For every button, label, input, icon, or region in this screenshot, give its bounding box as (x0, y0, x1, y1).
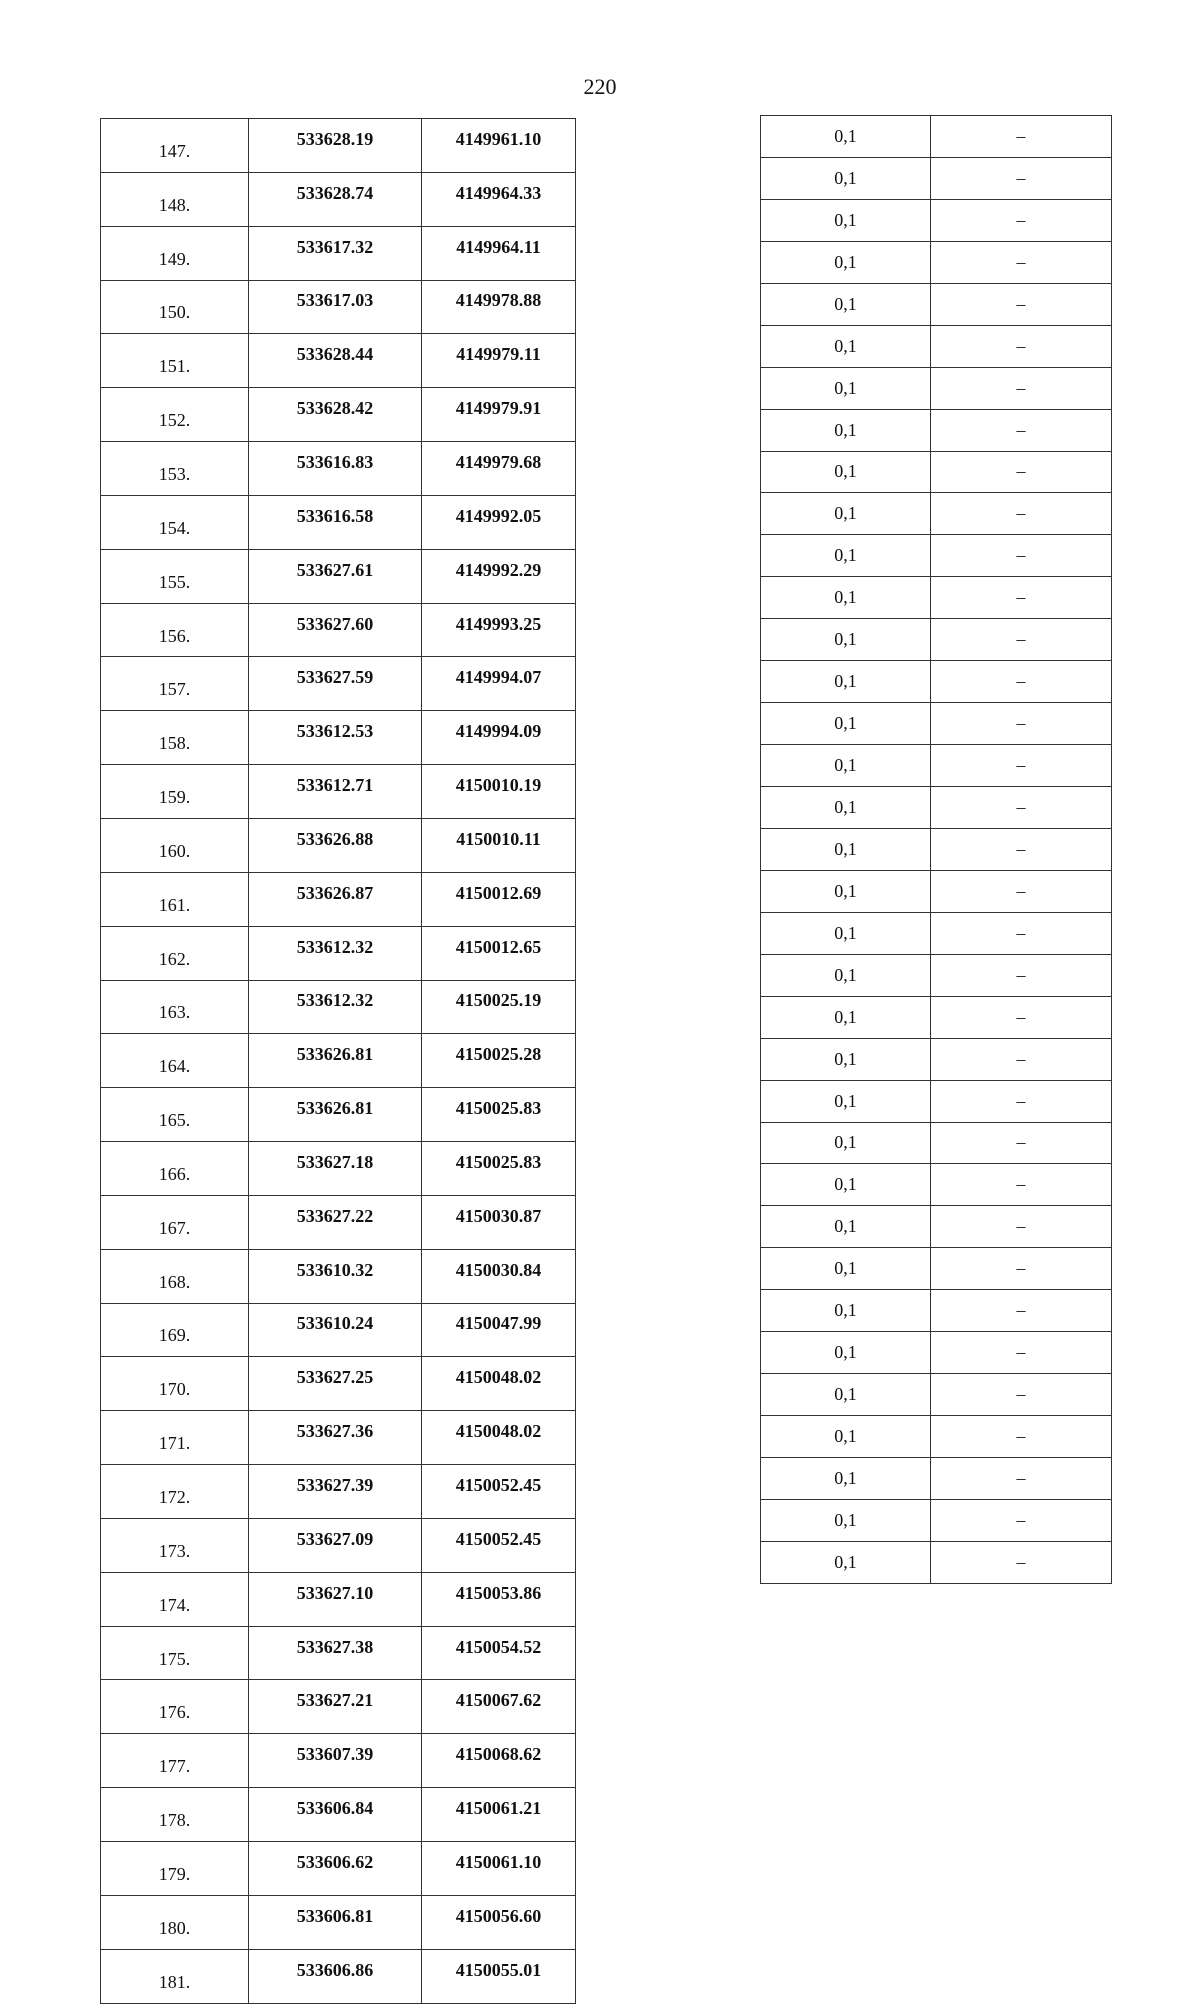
dash-cell: – (931, 1458, 1112, 1500)
accuracy-value-cell: 0,1 (761, 1458, 931, 1500)
table-row (101, 1357, 576, 1411)
dash-cell: – (931, 1374, 1112, 1416)
y-coordinate-cell: 4150012.65 (422, 926, 576, 980)
table-row (101, 1626, 576, 1680)
table-row (101, 226, 576, 280)
accuracy-table (760, 115, 1112, 1584)
accuracy-value-cell: 0,1 (761, 493, 931, 535)
x-coordinate-cell: 533627.09 (249, 1518, 422, 1572)
point-number-cell: 163. (101, 980, 249, 1034)
table-row (761, 1499, 1112, 1541)
dash-cell: – (931, 1248, 1112, 1290)
accuracy-value-cell: 0,1 (761, 1164, 931, 1206)
accuracy-value-cell: 0,1 (761, 1038, 931, 1080)
table-row (101, 1842, 576, 1896)
x-coordinate-cell: 533627.18 (249, 1142, 422, 1196)
y-coordinate-cell: 4149979.11 (422, 334, 576, 388)
accuracy-value-cell: 0,1 (761, 1499, 931, 1541)
x-coordinate-cell: 533627.59 (249, 657, 422, 711)
x-coordinate-cell: 533627.61 (249, 549, 422, 603)
table-row (761, 1164, 1112, 1206)
point-number-cell: 170. (101, 1357, 249, 1411)
table-row (101, 1572, 576, 1626)
dash-cell: – (931, 451, 1112, 493)
coordinates-table-body (101, 119, 576, 2004)
x-coordinate-cell: 533627.22 (249, 1195, 422, 1249)
point-number-cell: 179. (101, 1842, 249, 1896)
table-row (101, 1734, 576, 1788)
point-number-cell: 173. (101, 1518, 249, 1572)
table-row (761, 1416, 1112, 1458)
y-coordinate-cell: 4150025.28 (422, 1034, 576, 1088)
table-row (761, 1038, 1112, 1080)
accuracy-value-cell: 0,1 (761, 745, 931, 787)
dash-cell: – (931, 1541, 1112, 1583)
y-coordinate-cell: 4149978.88 (422, 280, 576, 334)
point-number-cell: 155. (101, 549, 249, 603)
accuracy-value-cell: 0,1 (761, 703, 931, 745)
table-row (761, 787, 1112, 829)
point-number-cell: 157. (101, 657, 249, 711)
dash-cell: – (931, 325, 1112, 367)
table-row (101, 980, 576, 1034)
table-row (101, 926, 576, 980)
table-row (101, 1142, 576, 1196)
table-row (761, 283, 1112, 325)
dash-cell: – (931, 1499, 1112, 1541)
x-coordinate-cell: 533612.32 (249, 926, 422, 980)
table-row (761, 1541, 1112, 1583)
table-row (761, 619, 1112, 661)
table-row (101, 495, 576, 549)
accuracy-value-cell: 0,1 (761, 451, 931, 493)
x-coordinate-cell: 533606.86 (249, 1949, 422, 2003)
point-number-cell: 176. (101, 1680, 249, 1734)
point-number-cell: 147. (101, 119, 249, 173)
table-row (761, 1122, 1112, 1164)
accuracy-value-cell: 0,1 (761, 1541, 931, 1583)
point-number-cell: 153. (101, 442, 249, 496)
y-coordinate-cell: 4150053.86 (422, 1572, 576, 1626)
accuracy-value-cell: 0,1 (761, 1248, 931, 1290)
x-coordinate-cell: 533617.32 (249, 226, 422, 280)
table-row (761, 535, 1112, 577)
table-row (761, 1374, 1112, 1416)
x-coordinate-cell: 533627.36 (249, 1411, 422, 1465)
table-row (101, 1895, 576, 1949)
dash-cell: – (931, 535, 1112, 577)
table-row (101, 1788, 576, 1842)
x-coordinate-cell: 533628.74 (249, 172, 422, 226)
table-row (101, 1949, 576, 2003)
point-number-cell: 151. (101, 334, 249, 388)
table-row (101, 1195, 576, 1249)
table-row (761, 241, 1112, 283)
y-coordinate-cell: 4149992.05 (422, 495, 576, 549)
dash-cell: – (931, 619, 1112, 661)
dash-cell: – (931, 661, 1112, 703)
dash-cell: – (931, 367, 1112, 409)
y-coordinate-cell: 4150048.02 (422, 1357, 576, 1411)
accuracy-value-cell: 0,1 (761, 1332, 931, 1374)
table-row (101, 657, 576, 711)
accuracy-table-body (761, 116, 1112, 1584)
point-number-cell: 167. (101, 1195, 249, 1249)
table-row (761, 1206, 1112, 1248)
accuracy-value-cell: 0,1 (761, 241, 931, 283)
table-row (761, 870, 1112, 912)
table-row (101, 280, 576, 334)
table-row (761, 1458, 1112, 1500)
point-number-cell: 154. (101, 495, 249, 549)
x-coordinate-cell: 533612.53 (249, 711, 422, 765)
y-coordinate-cell: 4150012.69 (422, 872, 576, 926)
x-coordinate-cell: 533616.83 (249, 442, 422, 496)
accuracy-value-cell: 0,1 (761, 912, 931, 954)
accuracy-value-cell: 0,1 (761, 1206, 931, 1248)
y-coordinate-cell: 4150025.83 (422, 1142, 576, 1196)
dash-cell: – (931, 996, 1112, 1038)
y-coordinate-cell: 4149961.10 (422, 119, 576, 173)
point-number-cell: 180. (101, 1895, 249, 1949)
x-coordinate-cell: 533627.39 (249, 1465, 422, 1519)
x-coordinate-cell: 533627.21 (249, 1680, 422, 1734)
dash-cell: – (931, 241, 1112, 283)
point-number-cell: 162. (101, 926, 249, 980)
x-coordinate-cell: 533610.24 (249, 1303, 422, 1357)
accuracy-value-cell: 0,1 (761, 367, 931, 409)
dash-cell: – (931, 199, 1112, 241)
point-number-cell: 166. (101, 1142, 249, 1196)
table-row (101, 172, 576, 226)
dash-cell: – (931, 116, 1112, 158)
x-coordinate-cell: 533627.38 (249, 1626, 422, 1680)
x-coordinate-cell: 533627.25 (249, 1357, 422, 1411)
accuracy-value-cell: 0,1 (761, 116, 931, 158)
dash-cell: – (931, 703, 1112, 745)
table-row (761, 577, 1112, 619)
point-number-cell: 175. (101, 1626, 249, 1680)
dash-cell: – (931, 828, 1112, 870)
dash-cell: – (931, 1290, 1112, 1332)
table-row (101, 1088, 576, 1142)
x-coordinate-cell: 533626.81 (249, 1034, 422, 1088)
table-row (101, 119, 576, 173)
y-coordinate-cell: 4150068.62 (422, 1734, 576, 1788)
accuracy-value-cell: 0,1 (761, 828, 931, 870)
y-coordinate-cell: 4149994.09 (422, 711, 576, 765)
accuracy-value-cell: 0,1 (761, 870, 931, 912)
y-coordinate-cell: 4150067.62 (422, 1680, 576, 1734)
table-row (101, 442, 576, 496)
x-coordinate-cell: 533626.81 (249, 1088, 422, 1142)
y-coordinate-cell: 4149994.07 (422, 657, 576, 711)
accuracy-value-cell: 0,1 (761, 954, 931, 996)
table-row (101, 765, 576, 819)
table-row (761, 954, 1112, 996)
table-row (101, 711, 576, 765)
table-row (101, 1034, 576, 1088)
table-row (761, 828, 1112, 870)
x-coordinate-cell: 533628.19 (249, 119, 422, 173)
y-coordinate-cell: 4150061.10 (422, 1842, 576, 1896)
dash-cell: – (931, 1332, 1112, 1374)
table-row (761, 199, 1112, 241)
x-coordinate-cell: 533612.32 (249, 980, 422, 1034)
dash-cell: – (931, 283, 1112, 325)
table-row (761, 367, 1112, 409)
coordinates-table (100, 118, 576, 2004)
table-row (101, 818, 576, 872)
y-coordinate-cell: 4150052.45 (422, 1465, 576, 1519)
dash-cell: – (931, 1416, 1112, 1458)
accuracy-value-cell: 0,1 (761, 535, 931, 577)
table-row (101, 388, 576, 442)
dash-cell: – (931, 1206, 1112, 1248)
point-number-cell: 161. (101, 872, 249, 926)
table-row (101, 1465, 576, 1519)
table-row (101, 1411, 576, 1465)
table-row (101, 872, 576, 926)
y-coordinate-cell: 4150025.83 (422, 1088, 576, 1142)
table-row (101, 1249, 576, 1303)
x-coordinate-cell: 533612.71 (249, 765, 422, 819)
y-coordinate-cell: 4150061.21 (422, 1788, 576, 1842)
accuracy-value-cell: 0,1 (761, 1374, 931, 1416)
table-row (761, 1290, 1112, 1332)
x-coordinate-cell: 533626.87 (249, 872, 422, 926)
y-coordinate-cell: 4150030.84 (422, 1249, 576, 1303)
accuracy-value-cell: 0,1 (761, 325, 931, 367)
table-row (101, 334, 576, 388)
accuracy-value-cell: 0,1 (761, 996, 931, 1038)
y-coordinate-cell: 4149979.68 (422, 442, 576, 496)
y-coordinate-cell: 4150055.01 (422, 1949, 576, 2003)
y-coordinate-cell: 4150048.02 (422, 1411, 576, 1465)
y-coordinate-cell: 4150025.19 (422, 980, 576, 1034)
dash-cell: – (931, 870, 1112, 912)
point-number-cell: 165. (101, 1088, 249, 1142)
accuracy-value-cell: 0,1 (761, 1416, 931, 1458)
accuracy-value-cell: 0,1 (761, 661, 931, 703)
dash-cell: – (931, 1164, 1112, 1206)
table-row (761, 493, 1112, 535)
dash-cell: – (931, 912, 1112, 954)
accuracy-value-cell: 0,1 (761, 157, 931, 199)
dash-cell: – (931, 1038, 1112, 1080)
table-row (101, 549, 576, 603)
accuracy-value-cell: 0,1 (761, 577, 931, 619)
y-coordinate-cell: 4149979.91 (422, 388, 576, 442)
table-row (761, 703, 1112, 745)
dash-cell: – (931, 954, 1112, 996)
point-number-cell: 171. (101, 1411, 249, 1465)
table-row (761, 409, 1112, 451)
table-row (761, 1248, 1112, 1290)
point-number-cell: 169. (101, 1303, 249, 1357)
dash-cell: – (931, 787, 1112, 829)
table-row (761, 912, 1112, 954)
y-coordinate-cell: 4149992.29 (422, 549, 576, 603)
point-number-cell: 152. (101, 388, 249, 442)
x-coordinate-cell: 533627.10 (249, 1572, 422, 1626)
dash-cell: – (931, 1122, 1112, 1164)
y-coordinate-cell: 4150056.60 (422, 1895, 576, 1949)
table-row (761, 661, 1112, 703)
point-number-cell: 164. (101, 1034, 249, 1088)
table-row (761, 325, 1112, 367)
y-coordinate-cell: 4150030.87 (422, 1195, 576, 1249)
table-row (761, 1080, 1112, 1122)
x-coordinate-cell: 533616.58 (249, 495, 422, 549)
table-row (101, 1680, 576, 1734)
dash-cell: – (931, 745, 1112, 787)
table-row (761, 157, 1112, 199)
y-coordinate-cell: 4149964.33 (422, 172, 576, 226)
table-row (761, 996, 1112, 1038)
table-row (101, 1303, 576, 1357)
point-number-cell: 148. (101, 172, 249, 226)
table-row (761, 451, 1112, 493)
dash-cell: – (931, 493, 1112, 535)
point-number-cell: 160. (101, 818, 249, 872)
point-number-cell: 181. (101, 1949, 249, 2003)
y-coordinate-cell: 4150054.52 (422, 1626, 576, 1680)
table-row (761, 1332, 1112, 1374)
x-coordinate-cell: 533606.81 (249, 1895, 422, 1949)
y-coordinate-cell: 4150010.11 (422, 818, 576, 872)
dash-cell: – (931, 577, 1112, 619)
x-coordinate-cell: 533627.60 (249, 603, 422, 657)
accuracy-value-cell: 0,1 (761, 619, 931, 661)
dash-cell: – (931, 157, 1112, 199)
dash-cell: – (931, 1080, 1112, 1122)
point-number-cell: 158. (101, 711, 249, 765)
x-coordinate-cell: 533617.03 (249, 280, 422, 334)
y-coordinate-cell: 4149964.11 (422, 226, 576, 280)
page-number: 220 (583, 74, 617, 99)
table-row (761, 116, 1112, 158)
point-number-cell: 178. (101, 1788, 249, 1842)
dash-cell: – (931, 409, 1112, 451)
accuracy-value-cell: 0,1 (761, 1290, 931, 1332)
point-number-cell: 156. (101, 603, 249, 657)
y-coordinate-cell: 4150052.45 (422, 1518, 576, 1572)
point-number-cell: 172. (101, 1465, 249, 1519)
table-row (761, 745, 1112, 787)
accuracy-value-cell: 0,1 (761, 409, 931, 451)
accuracy-value-cell: 0,1 (761, 787, 931, 829)
accuracy-value-cell: 0,1 (761, 1122, 931, 1164)
point-number-cell: 159. (101, 765, 249, 819)
y-coordinate-cell: 4150010.19 (422, 765, 576, 819)
accuracy-value-cell: 0,1 (761, 199, 931, 241)
x-coordinate-cell: 533607.39 (249, 1734, 422, 1788)
point-number-cell: 150. (101, 280, 249, 334)
point-number-cell: 174. (101, 1572, 249, 1626)
x-coordinate-cell: 533606.62 (249, 1842, 422, 1896)
accuracy-value-cell: 0,1 (761, 283, 931, 325)
point-number-cell: 177. (101, 1734, 249, 1788)
accuracy-value-cell: 0,1 (761, 1080, 931, 1122)
x-coordinate-cell: 533626.88 (249, 818, 422, 872)
x-coordinate-cell: 533628.44 (249, 334, 422, 388)
point-number-cell: 149. (101, 226, 249, 280)
table-row (101, 1518, 576, 1572)
y-coordinate-cell: 4149993.25 (422, 603, 576, 657)
x-coordinate-cell: 533610.32 (249, 1249, 422, 1303)
x-coordinate-cell: 533606.84 (249, 1788, 422, 1842)
y-coordinate-cell: 4150047.99 (422, 1303, 576, 1357)
table-row (101, 603, 576, 657)
x-coordinate-cell: 533628.42 (249, 388, 422, 442)
point-number-cell: 168. (101, 1249, 249, 1303)
